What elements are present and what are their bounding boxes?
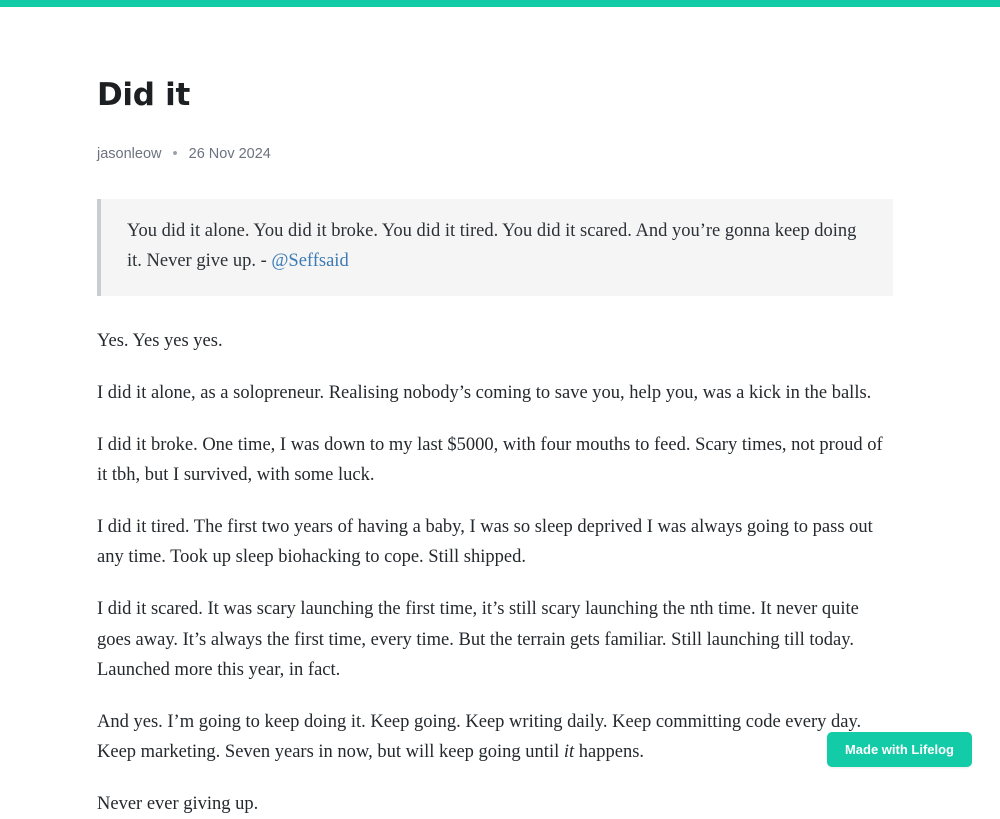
paragraph (97, 685, 892, 767)
pull-quote-body: You did it alone. You did it broke. You did it tired. You did it scared. And you’re gonna keep doing it. Never give up. - (127, 220, 857, 271)
post-date: 26 Nov 2024 (188, 146, 271, 163)
accent-top-bar (0, 0, 1000, 7)
paragraph: I did it broke. One time, I was down to my last $5000, with four mouths to feed. Scary times, not proud of it tbh, but I survived, with some luck. (97, 434, 883, 485)
paragraph: I did it scared. It was scary launching the first time, it’s still scary launching the nth time. It never quite goes away. It’s always the first time, every time. But the terrain gets familiar. Still launching till today. Launched more this year, in fact. (97, 599, 859, 680)
pull-quote-text (127, 217, 871, 277)
paragraph-part: And yes. I’m going to keep doing it. Keep going. Keep writing daily. Keep committing code every day. Keep marketing. Seven years in now, but will keep going until (97, 711, 862, 762)
meta-separator: • (172, 146, 178, 163)
paragraph: Yes. Yes yes yes. (97, 330, 223, 351)
made-with-lifelog-badge[interactable]: Made with Lifelog (827, 732, 972, 767)
paragraph: I did it alone, as a solopreneur. Realising nobody’s coming to save you, help you, was a kick in the balls. (97, 382, 872, 403)
pull-quote (97, 199, 893, 296)
page-title: Did it (97, 77, 190, 113)
article-content (0, 7, 1000, 819)
paragraph-part: happens. (574, 741, 645, 762)
paragraph: I did it tired. The first two years of having a baby, I was so sleep deprived I was always going to pass out any time. Took up sleep biohacking to cope. Still shipped. (97, 517, 873, 568)
paragraph: Never ever giving up. (97, 794, 259, 815)
quote-attribution-link[interactable]: @Seffsaid (271, 250, 349, 271)
post-author[interactable]: jasonleow (97, 146, 162, 163)
emphasis-it: it (563, 741, 575, 762)
post-meta (97, 146, 903, 163)
article-page (0, 7, 1000, 815)
article-body (97, 296, 903, 819)
